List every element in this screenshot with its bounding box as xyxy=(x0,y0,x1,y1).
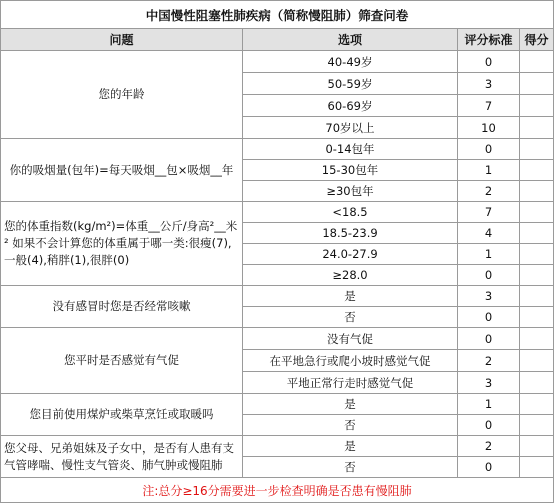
option-label: 没有气促 xyxy=(243,328,458,350)
option-score: 7 xyxy=(458,95,520,117)
question-cough: 没有感冒时您是否经常咳嗽 xyxy=(1,286,243,328)
option-label: ≥28.0 xyxy=(243,265,458,286)
question-age: 您的年龄 xyxy=(1,51,243,139)
option-score: 2 xyxy=(458,436,520,457)
points-cell[interactable] xyxy=(520,223,554,244)
option-label: 70岁以上 xyxy=(243,117,458,139)
option-label: 15-30包年 xyxy=(243,160,458,181)
option-score: 3 xyxy=(458,73,520,95)
points-cell[interactable] xyxy=(520,160,554,181)
option-score: 4 xyxy=(458,223,520,244)
points-cell[interactable] xyxy=(520,457,554,478)
option-score: 2 xyxy=(458,181,520,202)
question-smoking: 你的吸烟量(包年)=每天吸烟__包×吸烟__年 xyxy=(1,139,243,202)
option-score: 0 xyxy=(458,139,520,160)
points-cell[interactable] xyxy=(520,117,554,139)
header-option: 选项 xyxy=(243,29,458,51)
option-label: 40-49岁 xyxy=(243,51,458,73)
question-family-history: 您父母、兄弟姐妹及子女中，是否有人患有支气管哮喘、慢性支气管炎、肺气肿或慢阻肺 xyxy=(1,436,243,478)
points-cell[interactable] xyxy=(520,95,554,117)
points-cell[interactable] xyxy=(520,328,554,350)
header-score: 评分标准 xyxy=(458,29,520,51)
option-label: 是 xyxy=(243,286,458,307)
option-score: 0 xyxy=(458,457,520,478)
header-question: 问题 xyxy=(1,29,243,51)
option-label: 否 xyxy=(243,307,458,328)
option-score: 1 xyxy=(458,394,520,415)
option-label: 0-14包年 xyxy=(243,139,458,160)
option-label: 否 xyxy=(243,415,458,436)
option-label: 24.0-27.9 xyxy=(243,244,458,265)
option-score: 0 xyxy=(458,265,520,286)
option-score: 2 xyxy=(458,350,520,372)
sheet-title: 中国慢性阻塞性肺疾病（简称慢阻肺）筛查问卷 xyxy=(1,1,554,29)
question-breathlessness: 您平时是否感觉有气促 xyxy=(1,328,243,394)
points-cell[interactable] xyxy=(520,436,554,457)
option-label: 是 xyxy=(243,436,458,457)
option-score: 0 xyxy=(458,307,520,328)
points-cell[interactable] xyxy=(520,372,554,394)
option-score: 0 xyxy=(458,51,520,73)
option-label: 50-59岁 xyxy=(243,73,458,95)
points-cell[interactable] xyxy=(520,51,554,73)
option-label: 18.5-23.9 xyxy=(243,223,458,244)
option-score: 1 xyxy=(458,160,520,181)
header-points: 得分 xyxy=(520,29,554,51)
points-cell[interactable] xyxy=(520,265,554,286)
points-cell[interactable] xyxy=(520,394,554,415)
option-score: 10 xyxy=(458,117,520,139)
points-cell[interactable] xyxy=(520,307,554,328)
total-score-note: 注:总分≥16分需要进一步检查明确是否患有慢阻肺 xyxy=(1,478,554,503)
points-cell[interactable] xyxy=(520,286,554,307)
option-label: 是 xyxy=(243,394,458,415)
points-cell[interactable] xyxy=(520,73,554,95)
points-cell[interactable] xyxy=(520,350,554,372)
points-cell[interactable] xyxy=(520,202,554,223)
option-label: <18.5 xyxy=(243,202,458,223)
option-label: 否 xyxy=(243,457,458,478)
option-label: 平地正常行走时感觉气促 xyxy=(243,372,458,394)
question-biomass-fuel: 您目前使用煤炉或柴草烹饪或取暖吗 xyxy=(1,394,243,436)
question-bmi: 您的体重指数(kg/m²)=体重__公斤/身高²__米² 如果不会计算您的体重属于哪一类:很瘦(7),一般(4),稍胖(1),很胖(0) xyxy=(1,202,243,286)
option-score: 3 xyxy=(458,372,520,394)
option-label: ≥30包年 xyxy=(243,181,458,202)
option-score: 0 xyxy=(458,328,520,350)
points-cell[interactable] xyxy=(520,181,554,202)
option-label: 60-69岁 xyxy=(243,95,458,117)
option-score: 1 xyxy=(458,244,520,265)
option-score: 7 xyxy=(458,202,520,223)
option-score: 0 xyxy=(458,415,520,436)
option-label: 在平地急行或爬小坡时感觉气促 xyxy=(243,350,458,372)
option-score: 3 xyxy=(458,286,520,307)
points-cell[interactable] xyxy=(520,244,554,265)
points-cell[interactable] xyxy=(520,415,554,436)
points-cell[interactable] xyxy=(520,139,554,160)
